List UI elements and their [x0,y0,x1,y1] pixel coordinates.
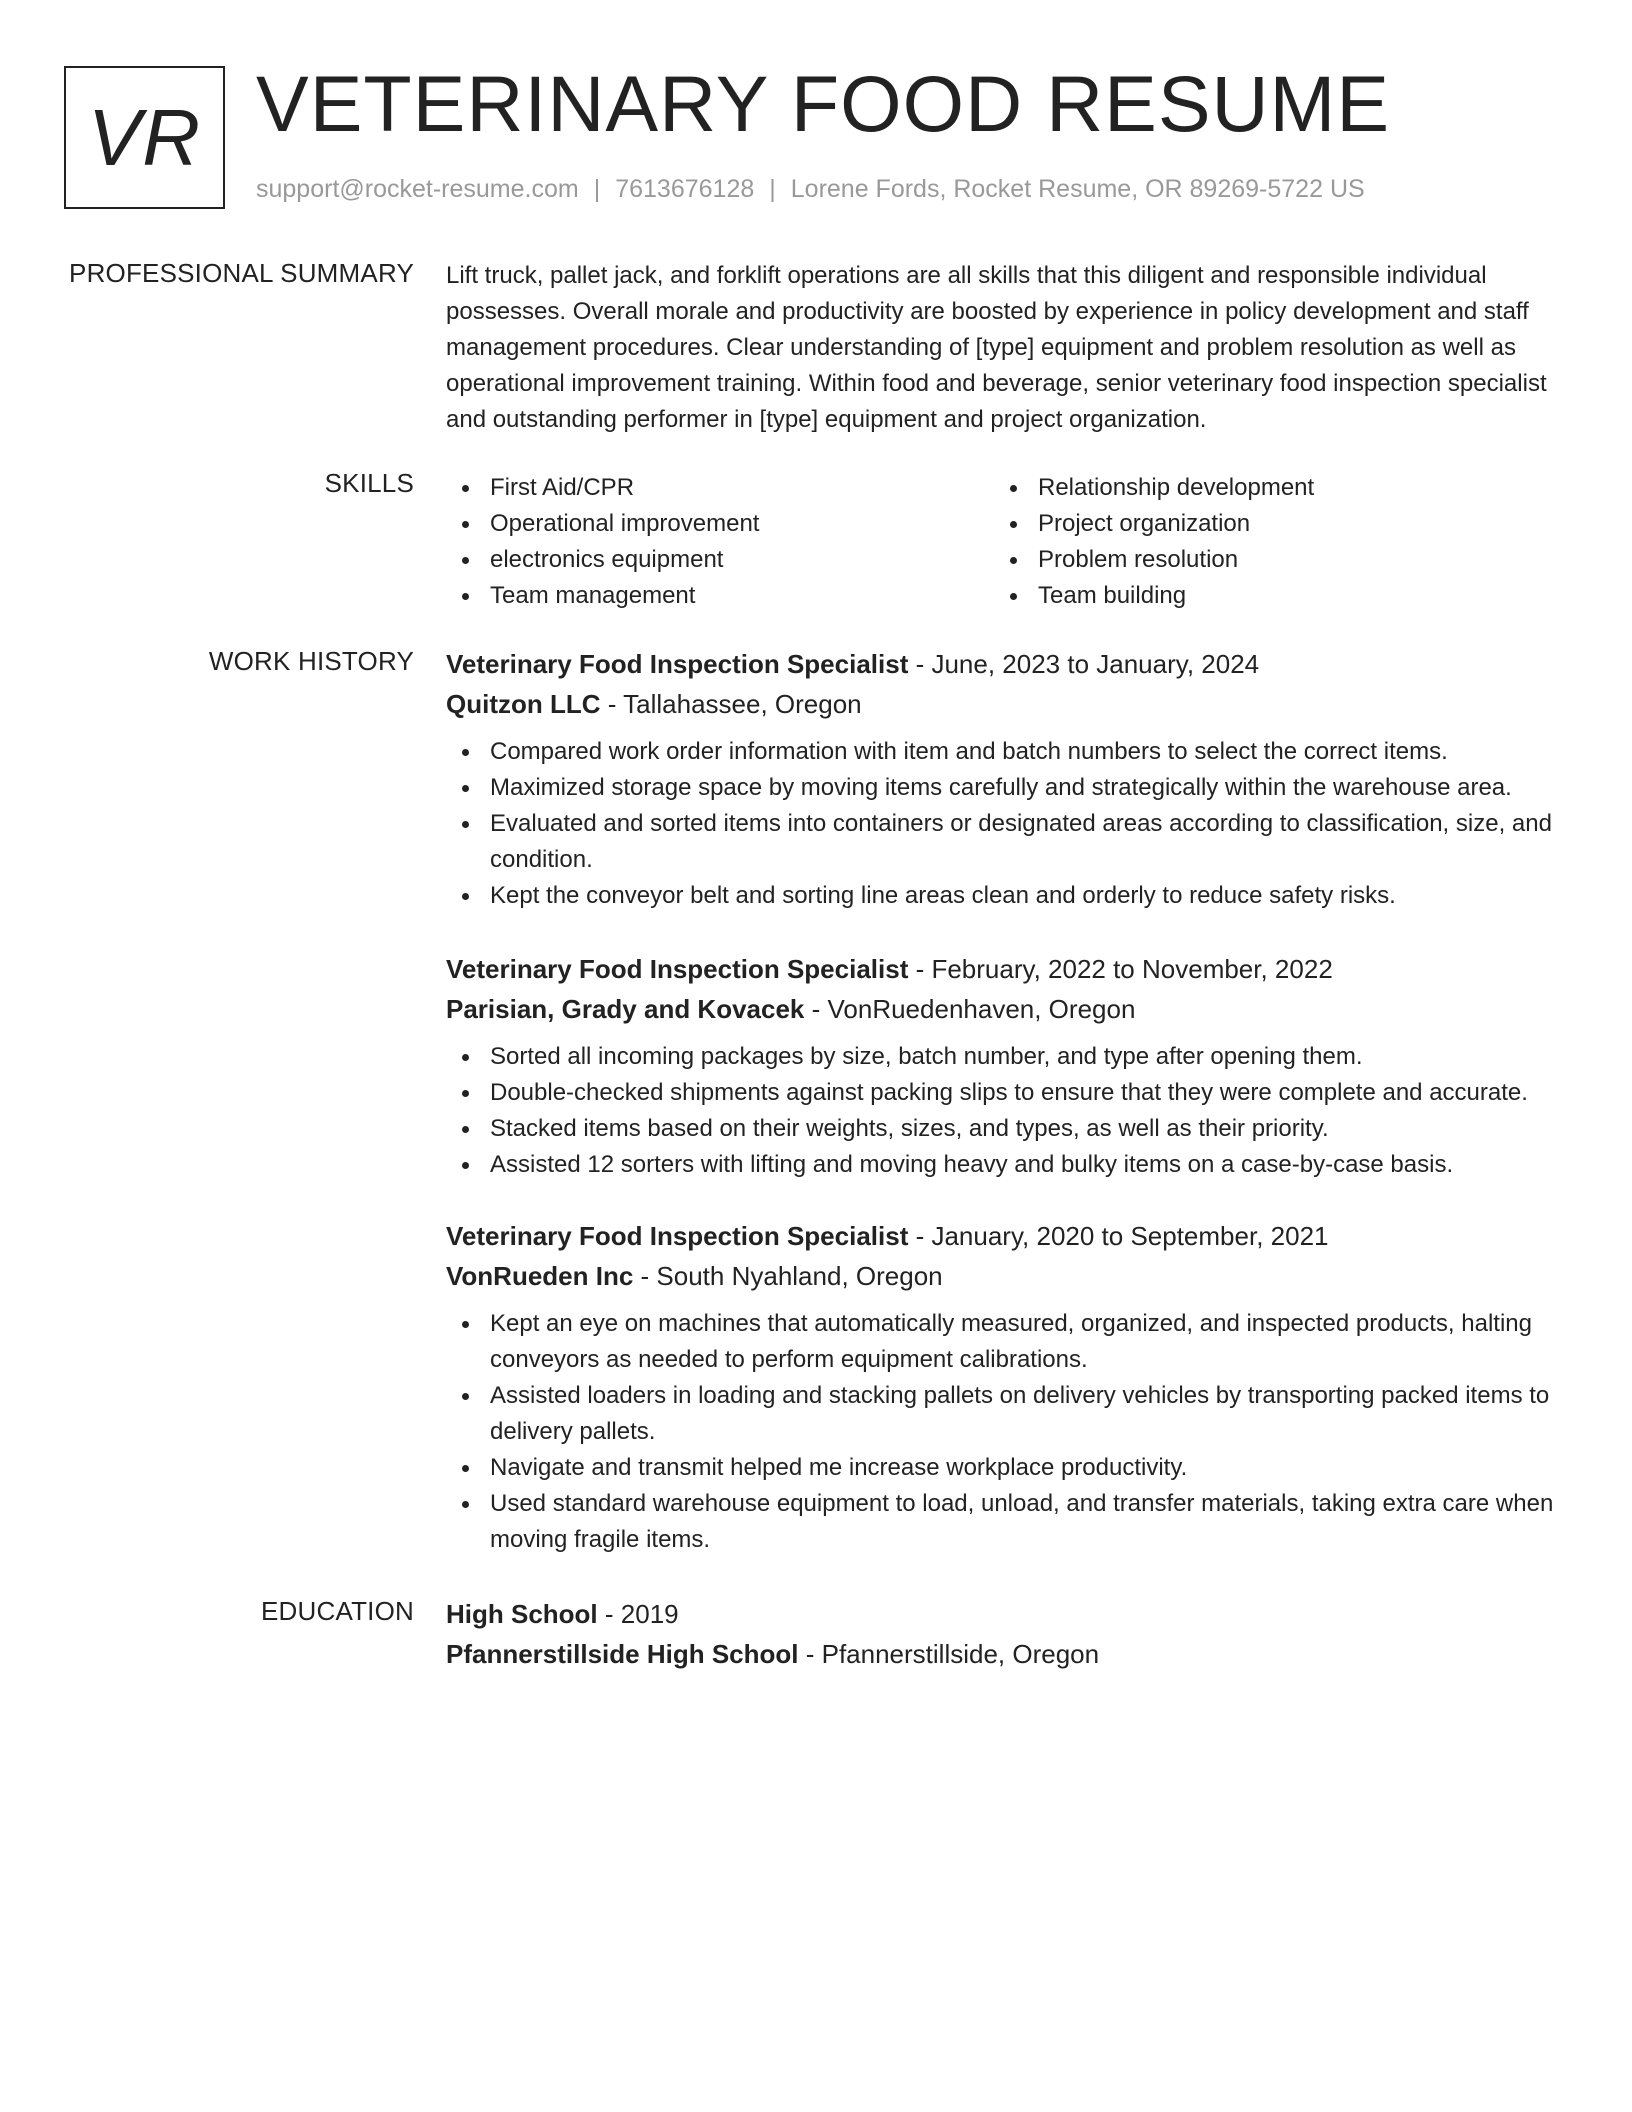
job-bullet: Assisted loaders in loading and stacking pallets on delivery vehicles by transporting packed items to delivery pallets. [446,1378,1566,1450]
skill-item: electronics equipment [446,542,994,578]
section-label-summary: PROFESSIONAL SUMMARY [69,258,414,288]
education-entry [446,1594,1566,1674]
job-title-line [446,949,1566,989]
job-company: VonRueden Inc [446,1261,634,1291]
job-title: Veterinary Food Inspection Specialist [446,1221,909,1251]
education-school-line [446,1634,1566,1674]
job-bullet: Double-checked shipments against packing slips to ensure that they were complete and accurate. [446,1075,1566,1111]
skill-item: Problem resolution [994,542,1542,578]
resume-title: VETERINARY FOOD RESUME [256,59,1391,148]
education-location: - Pfannerstillside, Oregon [798,1639,1100,1669]
contact-line [256,175,1365,204]
job-bullet: Stacked items based on their weights, sizes, and types, as well as their priority. [446,1111,1566,1147]
job-dates: - January, 2020 to September, 2021 [908,1221,1329,1251]
skill-item: Operational improvement [446,506,994,542]
job-title-line [446,644,1566,684]
job-location: - VonRuedenhaven, Oregon [804,994,1136,1024]
job-title: Veterinary Food Inspection Specialist [446,649,909,679]
skills-column-right [994,470,1542,614]
job-bullet: Sorted all incoming packages by size, batch number, and type after opening them. [446,1039,1566,1075]
job-title: Veterinary Food Inspection Specialist [446,954,909,984]
job-entry [446,1216,1566,1558]
job-bullet: Assisted 12 sorters with lifting and moving heavy and bulky items on a case-by-case basis. [446,1147,1566,1183]
section-label-skills: SKILLS [324,468,414,498]
skills-list [446,470,1566,614]
job-entry [446,644,1566,914]
contact-phone: 7613676128 [615,175,755,203]
section-label-education: EDUCATION [261,1596,414,1626]
skills-column-left [446,470,994,614]
job-company: Quitzon LLC [446,689,601,719]
job-bullets [446,1306,1566,1558]
job-bullets [446,734,1566,914]
skill-item: Project organization [994,506,1542,542]
job-bullets [446,1039,1566,1183]
contact-email: support@rocket-resume.com [256,175,579,203]
job-company: Parisian, Grady and Kovacek [446,994,805,1024]
section-label-work-history: WORK HISTORY [208,646,414,676]
education-school: Pfannerstillside High School [446,1639,799,1669]
job-bullet: Evaluated and sorted items into containers or designated areas according to classification, size, and condition. [446,806,1566,878]
job-company-line [446,989,1566,1029]
job-company-line [446,1256,1566,1296]
job-bullet: Kept the conveyor belt and sorting line areas clean and orderly to reduce safety risks. [446,878,1566,914]
contact-address: Lorene Fords, Rocket Resume, OR 89269-5722 US [790,175,1365,203]
contact-separator: | [593,175,601,203]
job-location: - South Nyahland, Oregon [633,1261,943,1291]
job-title-line [446,1216,1566,1256]
job-bullet: Compared work order information with item and batch numbers to select the correct items. [446,734,1566,770]
job-bullet: Maximized storage space by moving items carefully and strategically within the warehouse area. [446,770,1566,806]
education-degree: High School [446,1599,598,1629]
job-entry [446,949,1566,1183]
skill-item: Team management [446,578,994,614]
skill-item: First Aid/CPR [446,470,994,506]
monogram-initials: VR [87,92,202,182]
contact-separator: | [769,175,776,203]
job-bullet: Used standard warehouse equipment to load, unload, and transfer materials, taking extra care when moving fragile items. [446,1486,1566,1558]
job-dates: - February, 2022 to November, 2022 [908,954,1333,984]
job-bullet: Navigate and transmit helped me increase workplace productivity. [446,1450,1566,1486]
summary-text: Lift truck, pallet jack, and forklift operations are all skills that this diligent and responsible individual possesses. Overall morale and productivity are boosted by experience in policy development and staff management procedures. Clear understanding of [type] equipment and problem resolution as well as operational improvement training. Within food and beverage, senior veterinary food inspection specialist and outstanding performer in [type] equipment and project organization. [446,262,1547,433]
skill-item: Team building [994,578,1542,614]
job-location: - Tallahassee, Oregon [600,689,862,719]
job-bullet: Kept an eye on machines that automatically measured, organized, and inspected products, halting conveyors as needed to perform equipment calibrations. [446,1306,1566,1378]
education-year: - 2019 [597,1599,679,1629]
job-dates: - June, 2023 to January, 2024 [908,649,1260,679]
skill-item: Relationship development [994,470,1542,506]
job-company-line [446,684,1566,724]
education-degree-line [446,1594,1566,1634]
monogram-box [64,66,225,209]
